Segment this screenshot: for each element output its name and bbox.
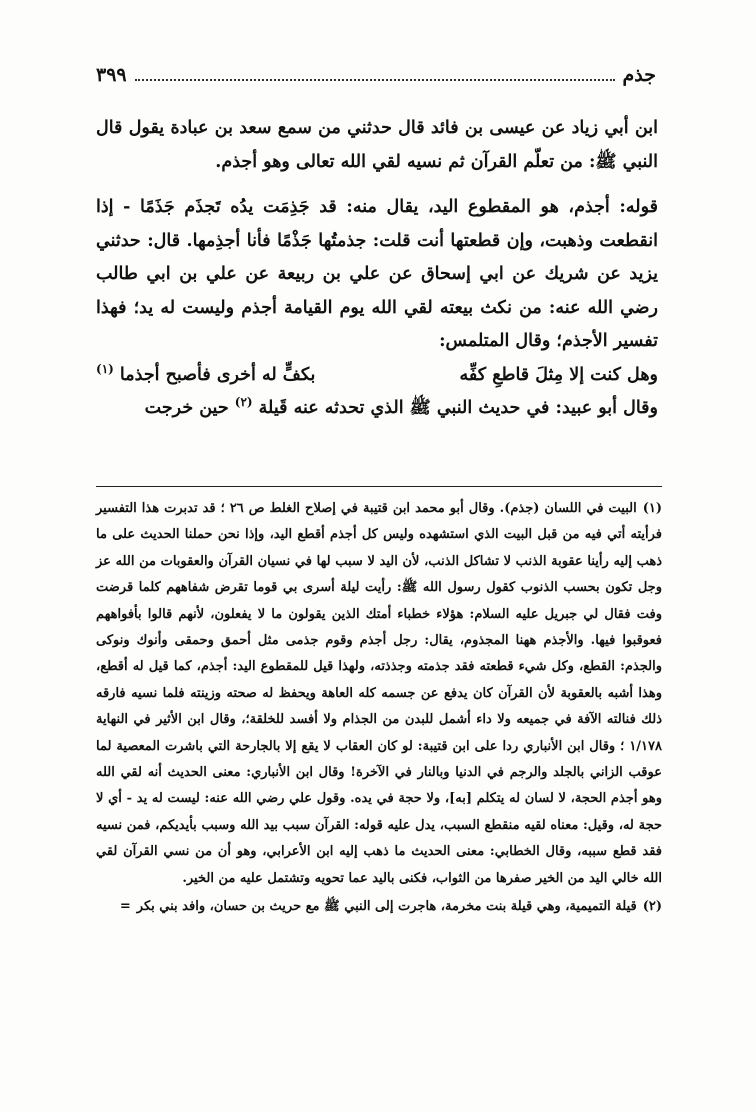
main-text [96, 112, 658, 426]
footnote-1-text: البيت في اللسان (جذم). وقال أبو محمد ابن قتيبة في إصلاح الغلط ص ٢٦ ؛ قد تدبرت هذا التفسير فرأيته أتي فيه من قبل البيت الذي استشهده وليس كل أجذم أقطع اليد، وإذا نحن حملنا الحديث على ما ذهب إليه رأينا عقوبة الذنب لا تشاكل الذنب، لأن اليد لا سبب لها في نسيان القرآن والعقوبات من الله عز وجل تكون بحسب الذنوب كقول رسول الله ﷺ: رأيت ليلة أسرى بي قوما تقرض شفاههم كلما قرضت وفت فقال لي جبريل عليه السلام: هؤلاء خطباء أمتك الذين يقولون ما لا يفعلون، لأنهم قالوا بأفواههم فعوقبوا فيها. والأجذم ههنا المجذوم، يقال: رجل أجذم وقوم جذمى مثل أحمق وحمقى وأنوك ونوكى والجذم: القطع، وكل شيء قطعته فقد جذمته وجذذته، ولهذا قيل للمقطوع اليد: أجذم، كما قيل له أقطع، وهذا أشبه بالعقوبة لأن القرآن كان يدفع عن جسمه كله العاهة ويحفظ له صحته وزينته فلما نسيه فارقه ذلك فنالته الآفة في جميعه ولا داء أشمل للبدن من الجذام ولا أفسد للخلقة؛، وقال ابن الأثير في النهاية ١/١٧٨ ؛ وقال ابن الأنباري ردا على ابن قتيبة: لو كان العقاب لا يقع إلا بالجارحة التي باشرت المعصية لما عوقب الزاني بالجلد والرجم في الدنيا وبالنار في الآخرة! وقال ابن الأنباري: معنى الحديث أنه لقي الله وهو أجذم الحجة، لا لسان له يتكلم [به]، ولا حجة في يده. وقول علي رضي الله عنه: ليست له يد - أي لا حجة له، وقيل: معناه لقيه منقطع السبب، يدل عليه قوله: القرآن سبب بيد الله وسبب بأيديكم، فمن نسيه فقد قطع سببه، وقال الخطابي: معنى الحديث ما ذهب إليه ابن الأعرابي، وهو أن من نسي القرآن لقي الله خالي اليد من الخير صفرها من الثواب، فكنى باليد عما تحويه وتشتمل عليه من الخير. [96, 501, 662, 886]
footnote-2 [96, 894, 662, 920]
footnote-ref-2: (٢) [234, 395, 253, 410]
verse-first-hemistich: وهل كنت إلا مِثلَ قاطعِ كفِّه [459, 364, 658, 385]
continuation-marker: = [119, 899, 131, 915]
footnotes [96, 496, 662, 921]
header-entry-word: جذم [622, 64, 656, 86]
footnote-2-number: (٢) [642, 899, 662, 915]
footnote-1-number: (١) [642, 501, 662, 516]
page-header [96, 58, 656, 92]
main-paragraph-3: وقال أبو عبيد: في حديث النبي ﷺ الذي تحدثه عنه قَيلة $^{(٢)}$ حين خرجت [144, 395, 658, 418]
verse-second-hemistich: بكفٍّ له أخرى فأصبح أجذما $^{(١)}$ [96, 361, 316, 385]
main-paragraph-1: ابن أبي زياد عن عيسى بن فائد قال حدثني من سمع سعد بن عبادة يقول قال النبي ﷺ: من تعلّم القرآن ثم نسيه لقي الله تعالى وهو أجذم. [96, 118, 658, 172]
footnote-2-text: قيلة التميمية، وهي قيلة بنت مخرمة، هاجرت إلى النبي ﷺ مع حريث بن حسان، وافد بني بكر [136, 899, 637, 915]
footnote-separator [96, 486, 662, 487]
footnote-ref-1: (١) [96, 361, 114, 376]
poetry-verse [96, 359, 658, 393]
header-dotted-leader [135, 79, 615, 81]
footnote-1 [96, 496, 662, 892]
page-number: ٣٩٩ [96, 64, 127, 86]
main-paragraph-2: قوله: أجذم، هو المقطوع اليد، يقال منه: قد جَذِمَت يدُه تَجذَم جَذَمًا - إذا انقطعت وذهبت، وإن قطعتها أنت قلت: جذمتُها جَذْمًا فأنا أجذِمها. قال: حدثني يزيد عن شريك عن ابي إسحاق عن علي بن ربيعة عن علي بن ابي طالب رضي الله عنه: من نكث بيعته لقي الله يوم القيامة أجذم وليست له يد؛ فهذا تفسير الأجذم؛ وقال المتلمس: [96, 197, 658, 351]
